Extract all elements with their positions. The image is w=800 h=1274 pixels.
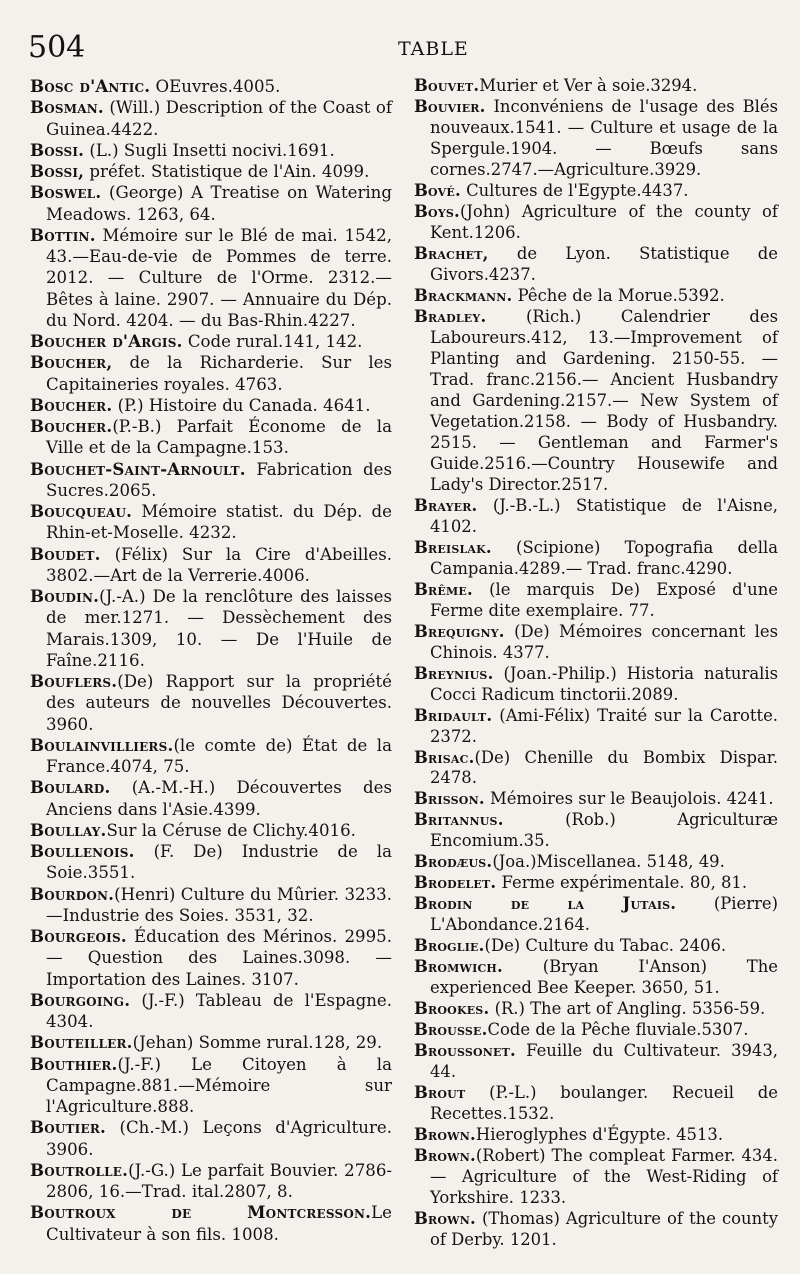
entry-headword: Bossi.: [30, 139, 85, 160]
index-entry: [30, 777, 392, 820]
index-entry: [414, 202, 778, 244]
index-entry: [30, 990, 392, 1033]
index-entry: [30, 352, 392, 395]
index-entry: [414, 1209, 778, 1251]
left-column: [30, 76, 392, 1245]
entry-text: (J.-G.) Le parfait Bouvier. 2786-2806, 16.—Trad. ital.2807, 8.: [46, 1160, 392, 1201]
entry-text: de Lyon. Statistique de Givors.4237.: [430, 243, 778, 284]
index-entry: [414, 957, 778, 999]
entry-headword: Bové.: [414, 180, 461, 200]
index-entry: [30, 884, 392, 927]
entry-headword: Breynius.: [414, 663, 494, 683]
index-entry: [414, 664, 778, 706]
entry-headword: Bourgeois.: [30, 926, 127, 946]
entry-text: (Scipione) Topografia della Campania.4289.— Trad. franc.4290.: [430, 537, 778, 578]
index-entry: [30, 926, 392, 990]
index-entry: [414, 1020, 778, 1041]
entry-text: (Rich.) Calendrier des Laboureurs.412, 13.—Improvement of Planting and Gardening. 2150-55. —Trad. franc.2156.— Ancient Husbandry and Gardening.2157.— New System of Vegetation.2158. — Body of Husbandry. 2515. — Gentleman and Farmer's Guide.2516.—Country Housewife and Lady's Director.2517.: [430, 306, 778, 494]
index-entry: [30, 841, 392, 884]
entry-text: (De) Rapport sur la propriété des auteurs de nouvelles Découvertes. 3960.: [46, 672, 392, 734]
entry-headword: Brout: [414, 1083, 466, 1103]
entry-text: Sur la Céruse de Clichy.4016.: [106, 820, 356, 840]
entry-text: Mémoires sur le Beaujolois. 4241.: [484, 789, 774, 809]
entry-headword: Brown.: [414, 1146, 476, 1166]
entry-text: (Rob.) Agriculturæ Encomium.35.: [430, 810, 778, 851]
entry-headword: Brodæus.: [414, 852, 493, 872]
index-entry: [414, 97, 778, 181]
entry-headword: Bouvet.: [414, 76, 480, 95]
entry-text: (P.-L.) boulanger. Recueil de Recettes.1532.: [430, 1083, 778, 1124]
index-entry: [414, 1146, 778, 1209]
entry-headword: Bossi,: [30, 161, 85, 181]
entry-headword: Broussonet.: [414, 1041, 516, 1061]
entry-text: (Henri) Culture du Mûrier. 3233.—Industrie des Soies. 3531, 32.: [46, 884, 392, 925]
entry-text: (Robert) The compleat Farmer. 434.— Agriculture of the West-Riding of Yorkshire. 1233.: [430, 1146, 778, 1208]
index-entry: [30, 586, 392, 671]
entry-headword: Bourdon.: [30, 883, 115, 904]
entry-text: (De) Chenille du Bombix Dispar. 2478.: [430, 747, 778, 788]
entry-text: (De) Mémoires concernant les Chinois. 4377.: [430, 621, 778, 662]
index-entry: [30, 97, 392, 140]
entry-headword: Boucher d'Argis.: [30, 331, 183, 351]
entry-text: (Joan.-Philip.) Historia naturalis Cocci Radicum tinctorii.2089.: [430, 663, 778, 704]
entry-headword: Boucher,: [30, 352, 113, 373]
index-entry: [414, 76, 778, 97]
entry-headword: Brown.: [414, 1209, 476, 1229]
index-entry: [414, 538, 778, 580]
entry-text: Fabrication des Sucres.2065.: [46, 459, 392, 500]
entry-text: (Ami-Félix) Traité sur la Carotte. 2372.: [430, 705, 778, 746]
entry-text: Le Cultivateur à son fils. 1008.: [46, 1203, 392, 1244]
entry-headword: Bouflers.: [30, 671, 118, 691]
page-header: [28, 28, 780, 72]
entry-headword: Bourgoing.: [30, 989, 131, 1010]
index-entry: [30, 182, 392, 225]
entry-headword: Britannus.: [414, 810, 504, 830]
entry-headword: Boucqueau.: [30, 501, 133, 521]
entry-headword: Boutrolle.: [30, 1159, 129, 1180]
entry-headword: Bridault.: [414, 705, 493, 725]
entry-headword: Breislak.: [414, 537, 492, 557]
entry-text: Code de la Pêche fluviale.5307.: [487, 1020, 749, 1040]
index-entry: [30, 416, 392, 459]
entry-headword: Bouteiller.: [30, 1032, 133, 1053]
entry-text: (J.-F.) Tableau de l'Espagne. 4304.: [46, 990, 392, 1031]
entry-text: (L.) Sugli Insetti nocivi.1691.: [84, 140, 335, 160]
entry-text: (le comte de) État de la France.4074, 75.: [46, 735, 392, 776]
index-entry: [30, 1202, 392, 1245]
index-entry: [414, 706, 778, 748]
index-entry: [414, 748, 778, 790]
entry-headword: Boswel.: [30, 182, 102, 203]
entry-text: Inconvéniens de l'usage des Blés nouveaux.1541. — Culture et usage de la Spergule.1904. — Bœufs sans cornes.2747.—Agriculture.3929.: [430, 96, 778, 179]
entry-text: (Will.) Description of the Coast of Guinea.4422.: [46, 98, 392, 139]
entry-headword: Boulainvilliers.: [30, 734, 174, 755]
entry-text: (Joa.)Miscellanea. 5148, 49.: [492, 852, 725, 872]
entry-text: (Jehan) Somme rural.128, 29.: [132, 1033, 383, 1053]
index-entry: [414, 580, 778, 622]
index-entry: [30, 671, 392, 735]
entry-headword: Boys.: [414, 201, 460, 221]
index-entry: [30, 735, 392, 778]
index-entry: [30, 395, 392, 416]
index-entry: [30, 76, 392, 97]
entry-headword: Brackmann.: [414, 285, 513, 305]
entry-headword: Brisac.: [414, 747, 475, 767]
index-entry: [30, 225, 392, 331]
entry-headword: Boudin.: [30, 586, 100, 606]
index-entry: [30, 820, 392, 841]
entry-headword: Brown.: [414, 1125, 476, 1145]
entry-headword: Bottin.: [30, 224, 96, 245]
entry-headword: Brequigny.: [414, 621, 505, 641]
index-entry: [30, 1032, 392, 1053]
entry-text: (Bryan I'Anson) The experienced Bee Keeper. 3650, 51.: [430, 957, 778, 998]
entry-text: (R.) The art of Angling. 5356-59.: [489, 999, 766, 1019]
index-entry: [30, 140, 392, 161]
entry-text: (Félix) Sur la Cire d'Abeilles. 3802.—Art de la Verrerie.4006.: [46, 544, 392, 585]
index-entry: [414, 622, 778, 664]
index-entry: [30, 501, 392, 544]
index-entry: [414, 1041, 778, 1083]
entry-text: OEuvres.4005.: [150, 77, 281, 96]
entry-headword: Boullay.: [30, 819, 107, 840]
entry-headword: Brodelet.: [414, 873, 497, 893]
entry-text: (John) Agriculture of the county of Kent.1206.: [430, 201, 778, 242]
index-entry: [30, 1117, 392, 1160]
running-title: TABLE: [398, 38, 469, 60]
entry-headword: Boudet.: [30, 543, 101, 564]
index-entry: [30, 544, 392, 587]
entry-text: Éducation des Mérinos. 2995. — Question des Laines.3098. — Importation des Laines. 3107.: [46, 927, 392, 989]
entry-headword: Brachet,: [414, 243, 489, 263]
entry-text: de la Richarderie. Sur les Capitaineries royales. 4763.: [46, 353, 392, 394]
entry-headword: Bouvier.: [414, 96, 486, 116]
index-entry: [414, 496, 778, 538]
entry-text: (De) Culture du Tabac. 2406.: [484, 936, 727, 956]
entry-headword: Brême.: [414, 579, 473, 599]
entry-text: Ferme expérimentale. 80, 81.: [496, 873, 748, 893]
entry-text: (F. De) Industrie de la Soie.3551.: [46, 842, 392, 883]
entry-text: (P.) Histoire du Canada. 4641.: [112, 395, 371, 415]
entry-headword: Boullenois.: [30, 841, 135, 861]
entry-text: Code rural.141, 142.: [182, 332, 363, 351]
index-entry: [414, 999, 778, 1020]
entry-text: préfet. Statistique de l'Ain. 4099.: [84, 162, 370, 181]
index-entry: [414, 789, 778, 810]
entry-text: Murier et Ver à soie.3294.: [479, 76, 698, 95]
entry-headword: Brayer.: [414, 495, 478, 515]
entry-text: Pêche de la Morue.5392.: [512, 285, 725, 305]
entry-text: Feuille du Cultivateur. 3943, 44.: [430, 1041, 778, 1082]
page-number: 504: [28, 30, 86, 65]
entry-text: (A.-M.-H.) Découvertes des Anciens dans l'Asie.4399.: [46, 778, 392, 819]
index-entry: [414, 873, 778, 894]
index-entry: [30, 331, 392, 352]
index-entry: [414, 810, 778, 852]
index-entry: [414, 181, 778, 202]
entry-headword: Bradley.: [414, 306, 487, 326]
entry-text: (J.-B.-L.) Statistique de l'Aisne, 4102.: [430, 495, 778, 536]
index-entry: [414, 286, 778, 307]
entry-headword: Bosc d'Antic.: [30, 76, 151, 96]
index-entry: [414, 1125, 778, 1146]
index-entry: [414, 307, 778, 496]
entry-headword: Brousse.: [414, 1020, 488, 1040]
entry-text: (P.-B.) Parfait Économe de la Ville et de la Campagne.153.: [46, 417, 392, 458]
entry-text: (Ch.-M.) Leçons d'Agriculture. 3906.: [46, 1118, 392, 1159]
entry-text: (George) A Treatise on Watering Meadows. 1263, 64.: [46, 183, 392, 224]
entry-text: Mémoire sur le Blé de mai. 1542, 43.—Eau-de-vie de Pommes de terre. 2012. — Culture de l'Orme. 2312.—Bêtes à laine. 2907. — Annuaire du Dép. du Nord. 4204. — du Bas-Rhin.4227.: [46, 225, 392, 330]
entry-headword: Boutier.: [30, 1117, 106, 1138]
index-entry: [30, 1054, 392, 1118]
entry-text: (Thomas) Agriculture of the county of Derby. 1201.: [430, 1209, 778, 1250]
entry-headword: Brisson.: [414, 789, 485, 809]
entry-text: (J.-F.) Le Citoyen à la Campagne.881.—Mémoire sur l'Agriculture.888.: [46, 1054, 392, 1116]
entry-headword: Boucher.: [30, 416, 113, 436]
entry-headword: Bosman.: [30, 97, 104, 118]
entry-headword: Brookes.: [414, 999, 490, 1019]
index-entry: [30, 1160, 392, 1203]
entry-text: (J.-A.) De la renclôture des laisses de mer.1271. — Dessèchement des Marais.1309, 10. — De l'Huile de Faîne.2116.: [46, 587, 392, 670]
index-entry: [414, 1083, 778, 1125]
entry-headword: Brodin de la Jutais.: [414, 894, 677, 914]
entry-text: Cultures de l'Egypte.4437.: [460, 180, 689, 200]
index-entry: [414, 852, 778, 873]
entry-headword: Broglie.: [414, 936, 485, 956]
entry-text: Hieroglyphes d'Égypte. 4513.: [475, 1125, 724, 1145]
right-column: [414, 76, 778, 1251]
entry-text: (le marquis De) Exposé d'une Ferme dite exemplaire. 77.: [430, 579, 778, 620]
index-entry: [414, 936, 778, 957]
entry-headword: Bromwich.: [414, 957, 503, 977]
entry-headword: Bouthier.: [30, 1053, 118, 1074]
index-entry: [414, 244, 778, 286]
index-entry: [30, 161, 392, 182]
index-entry: [30, 459, 392, 502]
entry-headword: Boutroux de Montcresson.: [30, 1202, 372, 1223]
entry-text: Mémoire statist. du Dép. de Rhin-et-Moselle. 4232.: [46, 502, 392, 543]
entry-text: (Pierre) L'Abondance.2164.: [430, 894, 779, 935]
entry-headword: Boulard.: [30, 777, 111, 798]
entry-headword: Boucher.: [30, 394, 113, 415]
entry-headword: Bouchet-Saint-Arnoult.: [30, 458, 246, 479]
index-entry: [414, 894, 778, 936]
